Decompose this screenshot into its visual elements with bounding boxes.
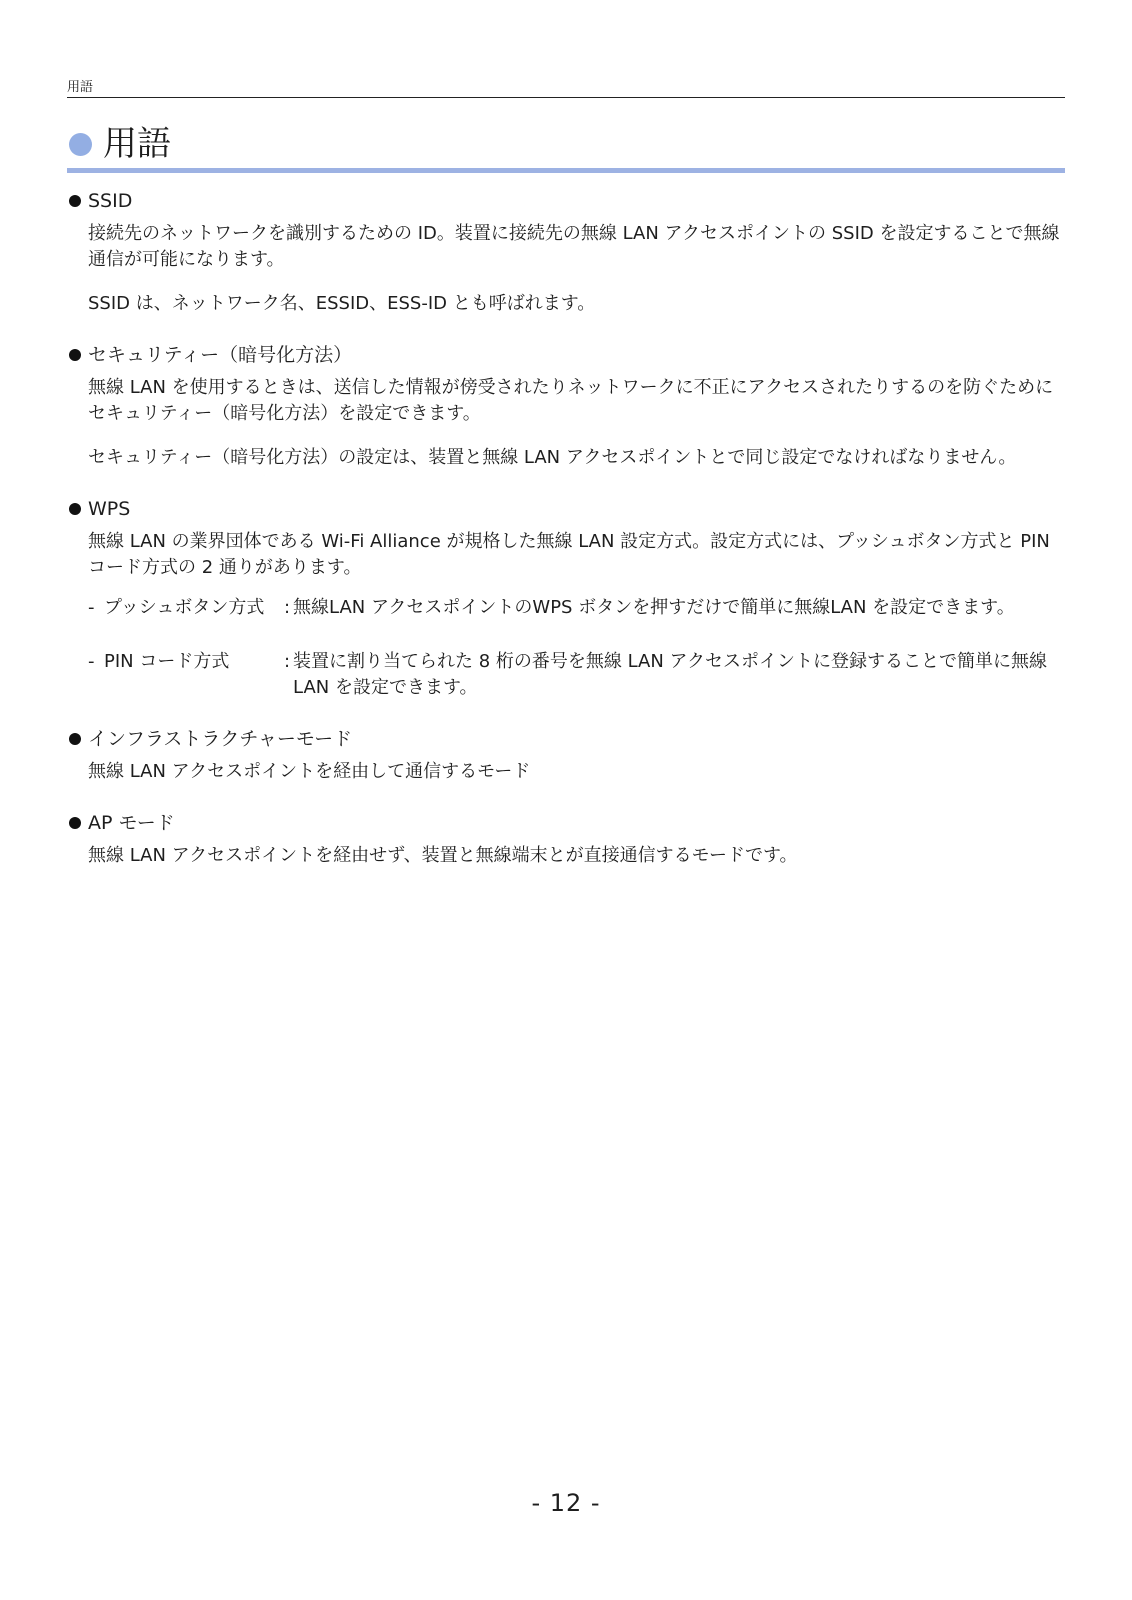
section-title-text: 用語	[103, 124, 171, 164]
method-label: PIN コード方式	[104, 651, 230, 672]
method-description: 無線LAN アクセスポイントのWPS ボタンを押すだけで簡単に無線LAN を設定できます。	[293, 597, 1015, 618]
colon-separator: :	[284, 597, 291, 618]
term-heading	[67, 341, 1067, 369]
term-name: インフラストラクチャーモード	[88, 728, 353, 750]
term-ssid	[67, 187, 1067, 317]
section-title	[67, 124, 1065, 173]
term-name: AP モード	[88, 812, 175, 834]
bullet-icon	[69, 195, 81, 207]
term-name: WPS	[88, 498, 131, 520]
term-description: SSID は、ネットワーク名、ESSID、ESS-ID とも呼ばれます。	[88, 293, 596, 314]
term-description: 無線 LAN アクセスポイントを経由して通信するモード	[88, 761, 531, 782]
dash-marker: -	[88, 651, 95, 672]
term-wps	[67, 495, 1067, 701]
method-label: プッシュボタン方式	[104, 597, 265, 618]
bullet-icon	[69, 349, 81, 361]
term-name: セキュリティー（暗号化方法）	[88, 344, 353, 366]
method-item-push-button	[88, 595, 1067, 621]
term-name: SSID	[88, 190, 133, 212]
page-number: - 12 -	[531, 1489, 601, 1517]
term-description: 無線 LAN の業界団体である Wi-Fi Alliance が規格した無線 LAN 設定方式。設定方式には、プッシュボタン方式と PIN コード方式の 2 通りがあります。	[88, 531, 1050, 578]
method-item-pin-code	[88, 649, 1067, 701]
term-description: 無線 LAN アクセスポイントを経由せず、装置と無線端末とが直接通信するモードです。	[88, 845, 798, 866]
term-description: 接続先のネットワークを識別するための ID。装置に接続先の無線 LAN アクセスポイントの SSID を設定することで無線通信が可能になります。	[88, 223, 1060, 270]
term-heading	[67, 809, 1067, 837]
term-list	[67, 187, 1067, 893]
term-heading	[67, 187, 1067, 215]
term-infrastructure-mode	[67, 725, 1067, 785]
term-description: セキュリティー（暗号化方法）の設定は、装置と無線 LAN アクセスポイントとで同じ設定でなければなりません。	[88, 447, 1017, 468]
term-description: 無線 LAN を使用するときは、送信した情報が傍受されたりネットワークに不正にアクセスされたりするのを防ぐためにセキュリティー（暗号化方法）を設定できます。	[88, 377, 1054, 424]
method-description: 装置に割り当てられた 8 桁の番号を無線 LAN アクセスポイントに登録することで簡単に無線 LAN を設定できます。	[293, 651, 1048, 698]
term-heading	[67, 495, 1067, 523]
term-heading	[67, 725, 1067, 753]
running-header: 用語	[67, 79, 1065, 98]
bullet-icon	[69, 733, 81, 745]
term-security	[67, 341, 1067, 471]
title-bullet-icon	[69, 133, 92, 156]
colon-separator: :	[284, 651, 291, 672]
term-ap-mode	[67, 809, 1067, 869]
dash-marker: -	[88, 597, 95, 618]
bullet-icon	[69, 503, 81, 515]
bullet-icon	[69, 817, 81, 829]
